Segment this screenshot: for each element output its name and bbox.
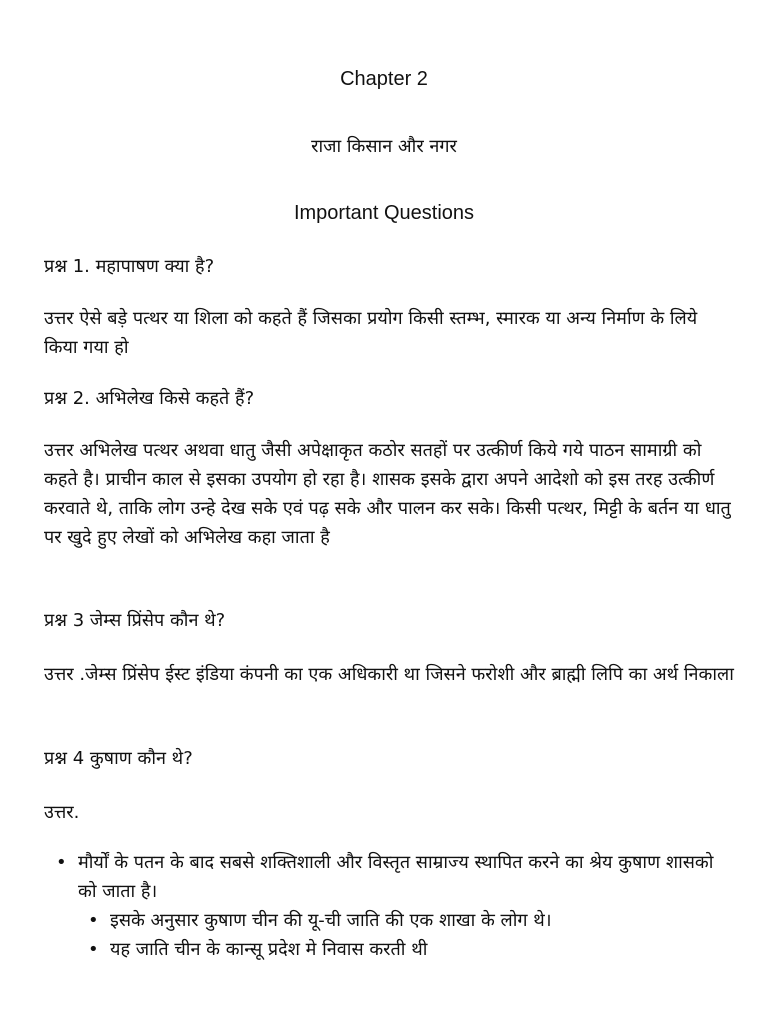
sub-bullet-list xyxy=(78,906,734,964)
bullet-text: मौर्यों के पतन के बाद सबसे शक्तिशाली और विस्तृत साम्राज्य स्थापित करने का श्रेय कुषाण शासको को जाता है। xyxy=(78,852,714,902)
question-4: प्रश्न 4 कुषाण कौन थे? xyxy=(44,748,193,769)
chapter-subtitle: राजा किसान और नगर xyxy=(311,136,457,157)
sub-bullet-item xyxy=(78,906,734,935)
answer-2: उत्तर अभिलेख पत्थर अथवा धातु जैसी अपेक्षाकृत कठोर सतहों पर उत्कीर्ण किये गये पाठन सामाग्री को कहते है। प्राचीन काल से इसका उपयोग हो रहा है। शासक इसके द्वारा अपने आदेशो को इस तरह उत्कीर्ण करवाते थे, ताकि लोग उन्हे देख सके एवं पढ़ सके और पालन कर सके। किसी पत्थर, मिट्टी के बर्तन या धातु पर खुदे हुए लेखों को अभिलेख कहा जाता है xyxy=(44,440,731,548)
section-heading: Important Questions xyxy=(293,202,475,224)
answer-1: उत्तर ऐसे बड़े पत्थर या शिला को कहते हैं जिसका प्रयोग किसी स्तम्भ, स्मारक या अन्य निर्माण के लिये किया गया हो xyxy=(44,308,698,358)
question-3: प्रश्न 3 जेम्स प्रिंसेप कौन थे? xyxy=(44,610,226,631)
answer-4-bullet-list xyxy=(44,848,734,964)
question-1: प्रश्न 1. महापाषण क्या है? xyxy=(44,256,215,277)
answer-4-label: उत्तर. xyxy=(44,802,80,823)
chapter-title: Chapter 2 xyxy=(340,68,428,90)
sub-bullet-text: यह जाति चीन के कान्सू प्रदेश मे निवास करती थी xyxy=(110,939,428,960)
answer-3: उत्तर .जेम्स प्रिंसेप ईस्ट इंडिया कंपनी का एक अधिकारी था जिसने फरोशी और ब्राह्मी लिपि का अर्थ निकाला xyxy=(44,664,734,685)
sub-bullet-text: इसके अनुसार कुषाण चीन की यू-ची जाति की एक शाखा के लोग थे। xyxy=(110,910,552,931)
question-2: प्रश्न 2. अभिलेख किसे कहते हैं? xyxy=(44,388,255,409)
bullet-item xyxy=(44,848,734,964)
sub-bullet-item xyxy=(78,935,734,964)
